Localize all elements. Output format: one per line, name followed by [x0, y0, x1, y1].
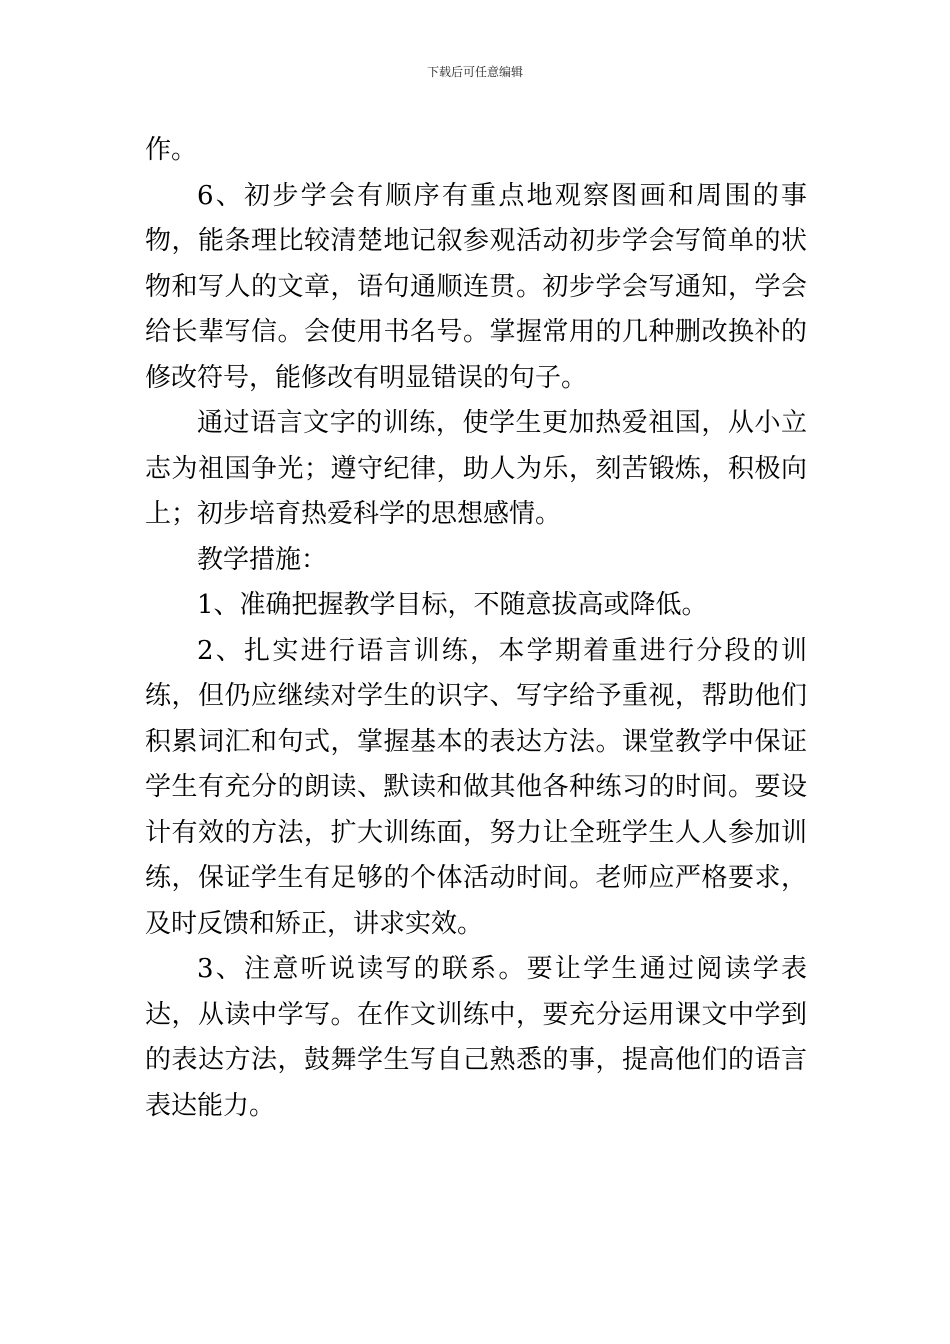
- section-heading-teaching-measures: 教学措施：: [197, 544, 328, 575]
- paragraph-measure-1: 1、准确把握教学目标，不随意拔高或降低。: [197, 590, 708, 620]
- paragraph-measure-3: 3、注意听说读写的联系。要让学生通过阅读学表达，从读中学写。在作文训练中，要充分运用课文中学到的表达方法，鼓舞学生写自己熟悉的事，提高他们的语言表达能力。: [145, 954, 807, 1121]
- paragraph-measure-2: 2、扎实进行语言训练，本学期着重进行分段的训练，但仍应继续对学生的识字、写字给予重视，帮助他们积累词汇和句式，掌握基本的表达方法。课堂教学中保证学生有充分的朗读、默读和做其他各种练习的时间。要设计有效的方法，扩大训练面，努力让全班学生人人参加训练，保证学生有足够的个体活动时间。老师应严格要求，及时反馈和矫正，讲求实效。: [145, 635, 807, 939]
- paragraph-continuation: 作。: [145, 135, 198, 165]
- page-header: 下载后可任意编辑: [426, 65, 523, 79]
- document-body: [145, 128, 807, 1129]
- paragraph-moral-goal: 通过语言文字的训练，使学生更加热爱祖国，从小立志为祖国争光；遵守纪律，助人为乐，刻苦锻炼，积极向上；初步培育热爱科学的思想感情。: [145, 408, 807, 529]
- paragraph-objective-6: 6、初步学会有顺序有重点地观察图画和周围的事物，能条理比较清楚地记叙参观活动初步学会写简单的状物和写人的文章，语句通顺连贯。初步学会写通知，学会给长辈写信。会使用书名号。掌握常用的几种删改换补的修改符号，能修改有明显错误的句子。: [145, 180, 807, 393]
